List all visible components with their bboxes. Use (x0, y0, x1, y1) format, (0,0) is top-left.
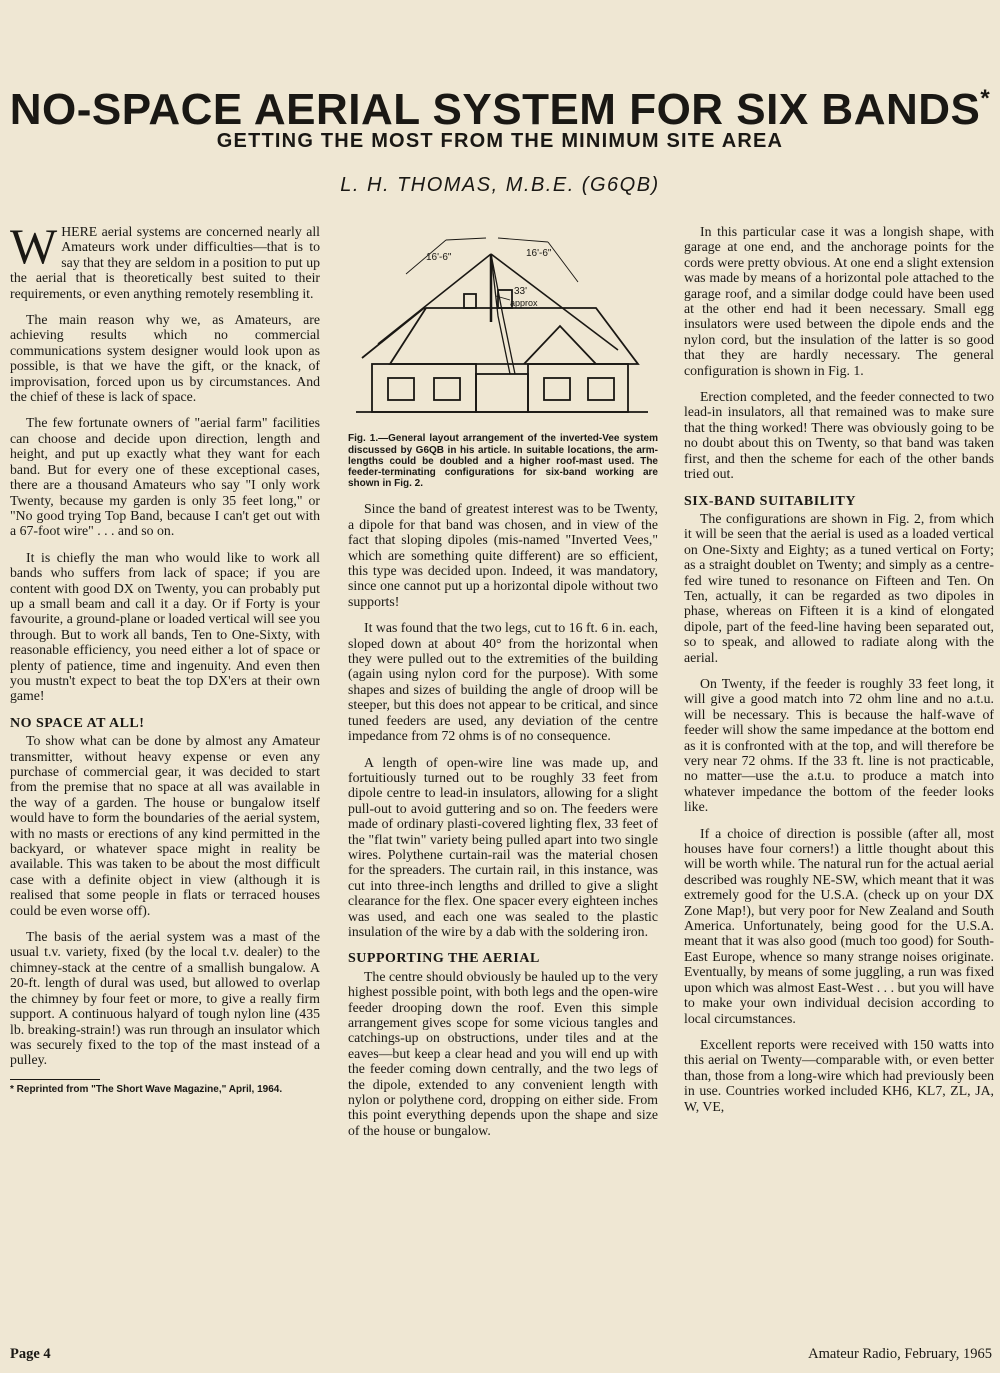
figure-1-house-diagram (348, 226, 658, 426)
figure-caption: Fig. 1.—General layout arrangement of the inverted-Vee system discussed by G6QB in his article. In suitable locations, the arm-lengths could be doubled and a higher roof-mast used. The feeder-terminating configurations for six-band working are shown in Fig. 2. (348, 433, 658, 490)
paragraph: The few fortunate owners of "aerial farm" facilities can choose and decide upon direction, length and height, and put up exactly what they want for each band. But for every one of these exceptional cases, there are a thousand Amateurs who say "I only work Twenty, because my garden is only 35 feet long," or "No good trying Top Band, because I can't get out with a 67-foot wire" . . . and so on. (10, 415, 320, 539)
article-subtitle: GETTING THE MOST FROM THE MINIMUM SITE AREA (216, 130, 784, 152)
article-title (0, 74, 1000, 135)
paragraph: The main reason why we, as Amateurs, are achieving results which no commercial communications system designer would look upon as possible, is that we have the gift, or the knack, of improvisation, forced upon us by circumstances. And the chief of these is lack of space. (10, 312, 320, 405)
article-title-text: NO-SPACE AERIAL SYSTEM FOR SIX BANDS (9, 85, 981, 134)
paragraph (10, 218, 320, 301)
paragraph: Erection completed, and the feeder connected to two lead-in insulators, all that remained was to make sure that the thing worked! There was obviously going to be no doubt about this on Twenty, so that band was taken first, and then the scheme for each of the other bands tried out. (684, 389, 994, 482)
footnote: * Reprinted from "The Short Wave Magazine," April, 1964. (10, 1083, 283, 1095)
window (588, 378, 614, 400)
paragraph: The centre should obviously be hauled up to the very highest possible point, with both legs and the open-wire feeder drooping down the roof. Even this simple arrangement gives scope for some vicious tangles and catchings-up on obstructions, under tiles and at the eaves—but keep a clear head and you will end up with the feeder coming down centrally, and the two legs of the dipole, extended to any convenient length with nylon or polythene cord, dropping on either side. From this point everything depends upon the shape and size of the house or bungalow. (348, 968, 658, 1138)
paragraph: It is chiefly the man who would like to work all bands who suffers from lack of space; if you are content with good DX on Twenty, you can probably put up a small beam and call it a day. Or if Forty is your favourite, a ground-plane or loaded vertical will see you through. But to work all bands, Ten to One-Sixty, with reasonable efficiency, you need either a lot of space or plenty of patience, time and ingenuity. And even then you mustn't expect to beat the top DX'ers at their own game! (10, 549, 320, 704)
paragraph: It was found that the two legs, cut to 16 ft. 6 in. each, sloped down at about 40° from the horizontal when they were pulled out to the extremities of the building (again using nylon cord for the purpose). With some shapes and sizes of building the angle of droop will be steeper, but this does not appear to be critical, and since tuned feeders are used, any deviation of the centre impedance from 72 ohms is of no consequence. (348, 620, 658, 744)
dimension-label-feeder: 33' (514, 286, 528, 297)
dimension-label-right-leg: 16'-6" (526, 248, 552, 259)
section-heading: SIX-BAND SUITABILITY (684, 493, 856, 509)
column-3 (684, 224, 994, 1125)
paragraph: A length of open-wire line was made up, and fortuitiously turned out to be roughly 33 feet from dipole centre to lead-in insulators, allowing for a slight pull-out to avoid guttering and so on. The feeders were made of ordinary plasti-covered lighting flex, 33 feet of the "flat twin" variety being pulled apart into two single wires. Polythene curtain-rail was the material chosen for the spreaders. The curtain rail, in this instance, was cut into three-inch lengths and drilled to give a slight clearance for the flex. One spacer every eighteen inches was used, and each one was sealed to the plastic insulation of the wire by a dab with the soldering iron. (348, 754, 658, 939)
drop-cap: W (10, 218, 58, 274)
publication-footer: Amateur Radio, February, 1965 (808, 1346, 992, 1362)
author-byline: L. H. THOMAS, M.B.E. (G6QB) (340, 174, 660, 196)
paragraph: If a choice of direction is possible (after all, most houses have four corners!) a little thought about this will be worth while. The natural run for the actual aerial described was roughly NE-SW, which meant that it was extremely good for the U.S.A. (check up on your DX Zone Map!), but very poor for New Zealand and South America. Unfortunately, being good for the U.S.A. meant that it was also good (much too good) for South-East Europe, whence so many strange noises originate. Eventually, by means of some juggling, a run was fixed upon which was almost East-West . . . but you will have to make your own individual decision according to local circumstances. (684, 825, 994, 1026)
middle-wall (476, 374, 528, 412)
paragraph: On Twenty, if the feeder is roughly 33 feet long, it will give a good match into 72 ohm line and no a.t.u. will be necessary. This is because the half-wave of feeder will show the same impedance at the bottom end as it is confronted with at the top, and will therefore be very near 72 ohms. If the 33 ft. line is not practicable, no matter—use the a.t.u. to produce a match into whatever impedance the bottom of the feeder looks like. (684, 675, 994, 815)
paragraph: The configurations are shown in Fig. 2, from which it will be seen that the aerial is used as a loaded vertical on One-Sixty and Eighty; as a tuned vertical on Forty; as a straight doublet on Twenty; and simply as a centre-fed wire tuned to resonance on Fifteen and Ten. On Ten, actually, it can be regarded as two dipoles in phase, whereas on Fifteen it is a kind of elongated dipole, part of the feed-line having been separated out, so to speak, and allowed to radiate along with the aerial. (684, 510, 994, 665)
dimension-label-approx: approx (510, 298, 538, 308)
section-heading: SUPPORTING THE AERIAL (348, 951, 540, 967)
paragraph-text: HERE aerial systems are concerned nearly all Amateurs work under difficulties—that is to say that they are seldom in a position to put up the aerial that is theoretically best suited to their requirements, or even anything remotely resembling it. (10, 224, 320, 301)
paragraph: The basis of the aerial system was a mast of the usual t.v. variety, fixed (by the local t.v. dealer) to the chimney-stack at the centre of a smallish bungalow. A 20-ft. length of dural was used, but allowed to overlap the chimney by four feet or more, to give a really firm support. A continuous halyard of tough nylon line (435 lb. breaking-strain!) was run through an insulator which was securely fixed to the top of the mast instead of a pulley. (10, 929, 320, 1068)
footnote-rule (10, 1079, 100, 1080)
chimney (464, 294, 476, 308)
window (388, 378, 414, 400)
paragraph: To show what can be done by almost any Amateur transmitter, without heavy expense or even any purchase of commercial gear, it was decided to start from the premise that no space at all was available in the way of a garden. The house or bungalow itself would have to form the boundaries of the aerial system, with no masts or erections of any kind permitted in the backyard, or whatever space might in reality be available. This was taken to be about the most difficult case with a definite object in view (although it is realised that some people in flats or terraced houses could be even worse off). (10, 733, 320, 918)
column-1 (10, 218, 320, 1096)
paragraph: Excellent reports were received with 150 watts into this aerial on Twenty—comparable with, or even better than, those from a long-wire which had previously been in use. Countries worked included KH6, KL7, ZL, JA, W, VE, (684, 1036, 994, 1114)
right-wall (528, 364, 628, 412)
window (544, 378, 570, 400)
title-footnote-mark: * (980, 85, 991, 112)
dimension-label-left-leg: 16'-6" (426, 252, 452, 263)
page-number: Page 4 (10, 1346, 51, 1362)
column-2 (348, 226, 658, 1149)
paragraph: In this particular case it was a longish shape, with garage at one end, and the anchorage points for the cords were pretty obvious. At one end a slight extension was made by means of a horizontal pole attached to the garage roof, and a similar dodge could have been used at the other end had it been necessary. Small egg insulators were used between the dipole ends and the nylon cord, but the insulation of the latter is so good that they are hardly necessary. The general configuration is shown in Fig. 1. (684, 224, 994, 378)
paragraph: Since the band of greatest interest was to be Twenty, a dipole for that band was chosen, and in view of the fact that sloping dipoles (mis-named "Inverted Vees," which are something quite different) are so efficient, this type was decided upon. Indeed, it was mandatory, since one cannot put up a horizontal dipole without two supports! (348, 501, 658, 609)
section-heading: NO SPACE AT ALL! (10, 715, 145, 731)
window (434, 378, 460, 400)
